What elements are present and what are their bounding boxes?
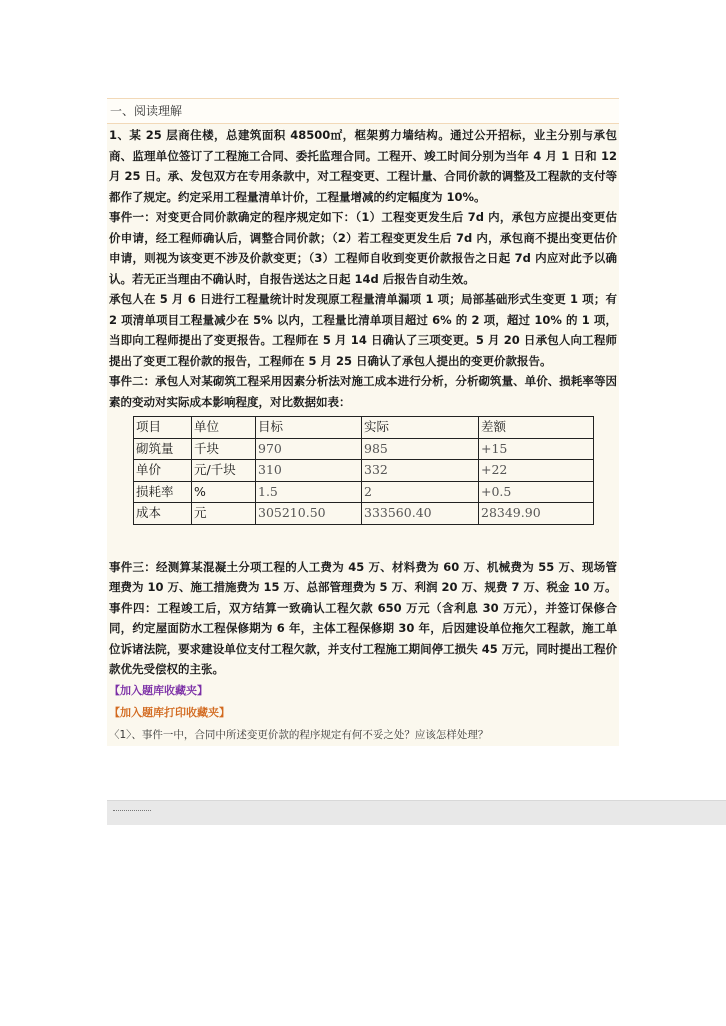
table-cell: 985 bbox=[362, 438, 479, 460]
add-to-favorites-link[interactable]: 【加入题库收藏夹】 bbox=[109, 683, 208, 697]
cost-comparison-table-wrapper bbox=[107, 412, 619, 525]
table-row bbox=[134, 503, 594, 525]
reading-comprehension-panel bbox=[107, 98, 622, 746]
table-cell: 千块 bbox=[192, 438, 256, 460]
table-cell: +15 bbox=[479, 438, 594, 460]
table-header-cell: 项目 bbox=[134, 417, 192, 439]
table-cell: 损耗率 bbox=[134, 481, 192, 503]
table-cell: 单价 bbox=[134, 460, 192, 482]
question-1-text: 〈1〉、事件一中，合同中所述变更价款的程序规定有何不妥之处？应该怎样处理？ bbox=[109, 728, 489, 741]
cost-comparison-table bbox=[133, 416, 594, 525]
table-cell: 310 bbox=[256, 460, 362, 482]
table-cell: 28349.90 bbox=[479, 503, 594, 525]
table-cell: 305210.50 bbox=[256, 503, 362, 525]
table-header-cell: 单位 bbox=[192, 417, 256, 439]
table-cell: 332 bbox=[362, 460, 479, 482]
section-title: 一、阅读理解 bbox=[107, 98, 619, 124]
spacer bbox=[107, 525, 619, 557]
table-cell: 1.5 bbox=[256, 481, 362, 503]
table-row bbox=[134, 460, 594, 482]
add-to-print-favorites-link[interactable]: 【加入题库打印收藏夹】 bbox=[109, 705, 230, 719]
table-cell: +0.5 bbox=[479, 481, 594, 503]
event-2-paragraph: 事件二：承包人对某砌筑工程采用因素分析法对施工成本进行分析，分析砌筑量、单价、损耗率等因素的变动对实际成本影响程度，对比数据如表： bbox=[109, 374, 617, 409]
table-header-cell: 目标 bbox=[256, 417, 362, 439]
dotted-divider bbox=[113, 810, 151, 811]
table-row bbox=[134, 481, 594, 503]
bottom-toolbar bbox=[107, 800, 726, 825]
table-cell: % bbox=[192, 481, 256, 503]
table-cell: 砌筑量 bbox=[134, 438, 192, 460]
table-cell: +22 bbox=[479, 460, 594, 482]
table-header-cell: 差额 bbox=[479, 417, 594, 439]
table-cell: 元 bbox=[192, 503, 256, 525]
table-cell: 970 bbox=[256, 438, 362, 460]
table-cell: 元/千块 bbox=[192, 460, 256, 482]
table-cell: 成本 bbox=[134, 503, 192, 525]
event-4-paragraph: 事件四：工程竣工后，双方结算一致确认工程欠款 650 万元（含利息 30 万元），并签订保修合同，约定屋面防水工程保修期为 6 年，主体工程保修期 30 年，后因建设单位拖欠工程款，施工单位诉诸法院，要求建设单位支付工程欠款，并支付工程施工期间停工损失 45 万元，同时提出工程价款优先受偿权的主张。 bbox=[109, 600, 617, 676]
event-3-paragraph: 事件三：经测算某混凝土分项工程的人工费为 45 万、材料费为 60 万、机械费为 55 万、现场管理费为 10 万、施工措施费为 15 万、总部管理费为 5 万、利润 20 万、规费 7 万、税金 10 万。 bbox=[109, 559, 617, 594]
table-header-cell: 实际 bbox=[362, 417, 479, 439]
case-intro-paragraph: 1、某 25 层商住楼，总建筑面积 48500㎡，框架剪力墙结构。通过公开招标，业主分别与承包商、监理单位签订了工程施工合同、委托监理合同。工程开、竣工时间分别为当年 4 月 1 日和 12 月 25 日。承、发包双方在专用条款中，对工程变更、工程计量、合同价款的调整及工程款的支付等都作了规定。约定采用工程量清单计价，工程量增减的约定幅度为 10%。 bbox=[109, 128, 622, 204]
table-cell: 2 bbox=[362, 481, 479, 503]
event-1-paragraph: 事件一：对变更合同价款确定的程序规定如下：（1）工程变更发生后 7d 内，承包方应提出变更估价申请，经工程师确认后，调整合同价款；（2）若工程变更发生后 7d 内，承包商不提出变更估价申请，则视为该变更不涉及价款变更；（3）工程师自收到变更价款报告之日起 7d 内应对此予以确认。若无正当理由不确认时，自报告送达之日起 14d 后报告自动生效。 bbox=[109, 210, 617, 286]
table-cell: 333560.40 bbox=[362, 503, 479, 525]
event-1-detail-paragraph: 承包人在 5 月 6 日进行工程量统计时发现原工程量清单漏项 1 项；局部基础形式生变更 1 项；有 2 项清单项目工程量减少在 5% 以内，工程量比清单项目超过 6% 的 2 项，超过 10% 的 1 项，当即向工程师提出了变更报告。工程师在 5 月 14 日确认了三项变更。5 月 20 日承包人向工程师提出了变更工程价款的报告，工程师在 5 月 25 日确认了承包人提出的变更价款报告。 bbox=[109, 292, 622, 368]
table-row bbox=[134, 438, 594, 460]
table-header-row bbox=[134, 417, 594, 439]
